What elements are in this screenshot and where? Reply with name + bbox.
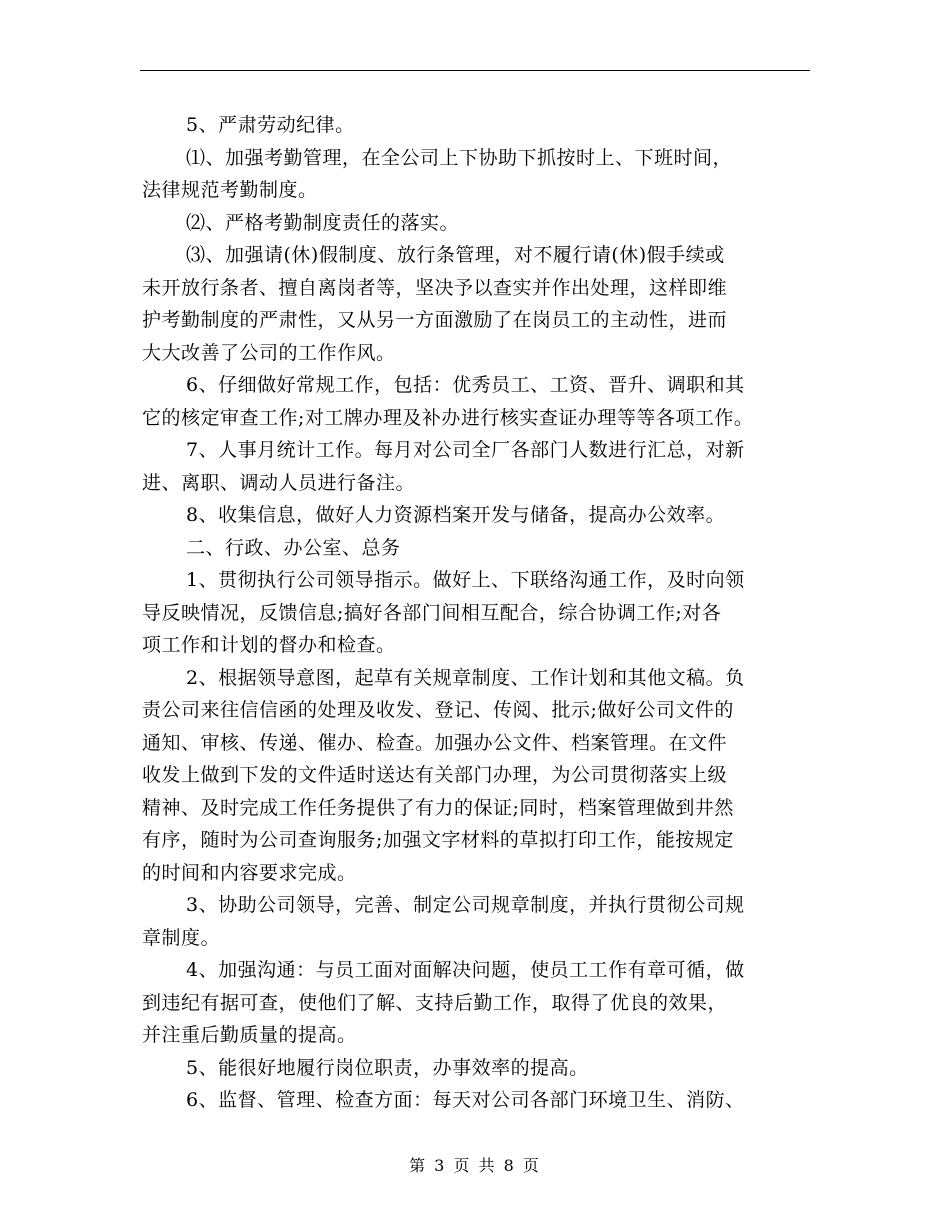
text-line: ⑴、加强考勤管理，在全公司上下协助下抓按时上、下班时间， <box>186 146 733 169</box>
text-line: 精神、及时完成工作任务提供了有力的保证;同时，档案管理做到井然 <box>142 796 734 819</box>
header-rule <box>140 70 810 71</box>
text-line: 5、能很好地履行岗位职责，办事效率的提高。 <box>186 1056 589 1079</box>
text-line: 3、协助公司领导，完善、制定公司规章制度，并执行贯彻公司规 <box>186 894 745 916</box>
text-line: 法律规范考勤制度。 <box>142 179 318 201</box>
text-line: 有序，随时为公司查询服务;加强文字材料的草拟打印工作，能按规定 <box>142 829 734 851</box>
body-text <box>142 109 814 1117</box>
text-line: 的时间和内容要求完成。 <box>142 861 357 884</box>
page-number: 第 3 页 共 8 页 <box>409 1156 541 1175</box>
text-line: ⑵、严格考勤制度责任的落实。 <box>186 211 460 234</box>
text-line: 并注重后勤质量的提高。 <box>142 1024 357 1046</box>
text-line: 进、离职、调动人员进行备注。 <box>142 471 416 494</box>
text-line: 责公司来往信信函的处理及收发、登记、传阅、批示;做好公司文件的 <box>142 699 734 721</box>
text-line: 到违纪有据可查，使他们了解、支持后勤工作，取得了优良的效果， <box>142 991 728 1014</box>
text-line: 它的核定审查工作;对工牌办理及补办进行核实查证办理等等各项工作。 <box>142 406 754 429</box>
text-line: 7、人事月统计工作。每月对公司全厂各部门人数进行汇总，对新 <box>186 439 745 461</box>
text-line: 8、收集信息，做好人力资源档案开发与储备，提高办公效率。 <box>186 504 726 526</box>
text-line: 通知、审核、传递、催办、检查。加强办公文件、档案管理。在文件 <box>142 731 728 754</box>
text-line: 收发上做到下发的文件适时送达有关部门办理，为公司贯彻落实上级 <box>142 764 728 786</box>
text-line: 章制度。 <box>142 926 221 949</box>
text-line: 6、仔细做好常规工作，包括：优秀员工、工资、晋升、调职和其 <box>186 374 745 396</box>
text-line: 1、贯彻执行公司领导指示。做好上、下联络沟通工作，及时向领 <box>186 569 745 591</box>
section-heading: 二、行政、办公室、总务 <box>186 536 401 559</box>
text-line: 项工作和计划的督办和检查。 <box>142 634 396 656</box>
text-line: 大大改善了公司的工作作风。 <box>142 341 396 364</box>
text-line: 4、加强沟通：与员工面对面解决问题，使员工工作有章可循，做 <box>186 959 745 981</box>
text-line: 5、严肃劳动纪律。 <box>186 114 355 136</box>
text-line: ⑶、加强请(休)假制度、放行条管理，对不履行请(休)假手续或 <box>186 244 725 266</box>
text-line: 护考勤制度的严肃性，又从另一方面激励了在岗员工的主动性，进而 <box>142 309 728 331</box>
text-line: 2、根据领导意图，起草有关规章制度、工作计划和其他文稿。负 <box>186 666 745 689</box>
text-line: 未开放行条者、擅自离岗者等，坚决予以查实并作出处理，这样即维 <box>142 276 728 299</box>
text-line: 6、监督、管理、检查方面：每天对公司各部门环境卫生、消防、 <box>186 1089 745 1111</box>
text-line: 导反映情况，反馈信息;搞好各部门间相互配合，综合协调工作;对各 <box>142 601 722 624</box>
